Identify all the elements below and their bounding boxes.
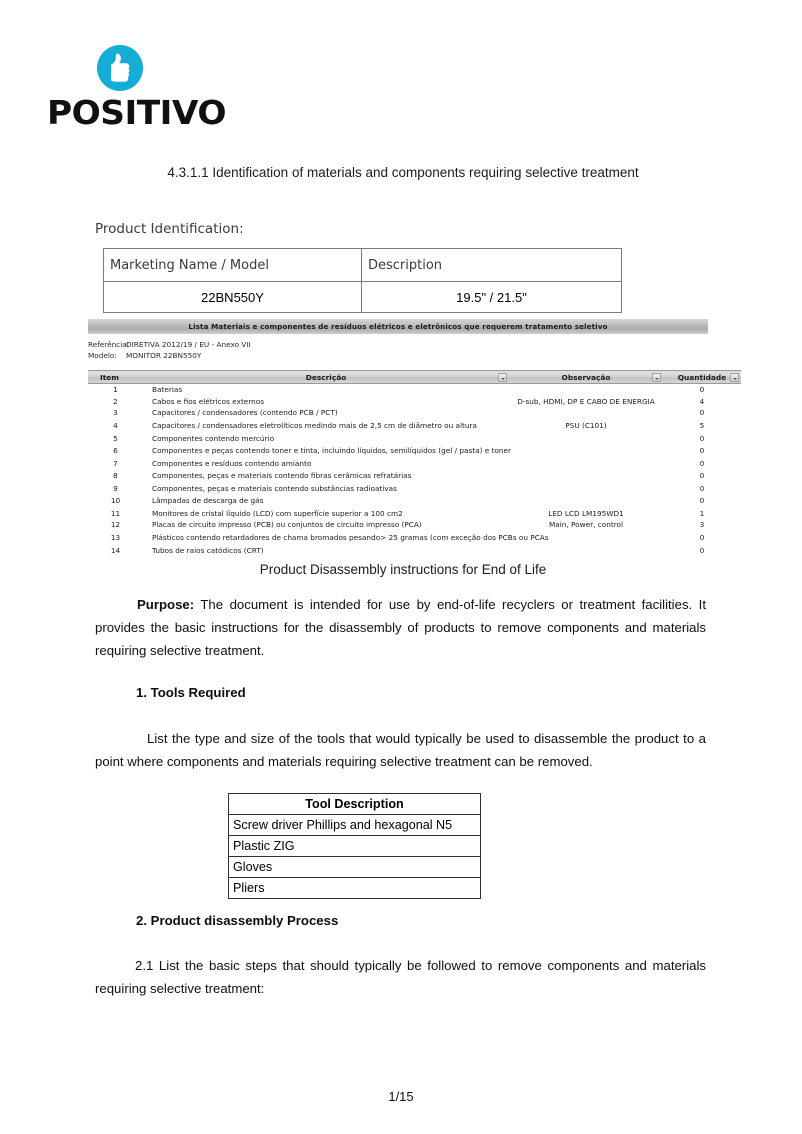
table-row xyxy=(229,836,481,857)
column-header-description: Description xyxy=(362,249,622,282)
company-logo xyxy=(47,44,257,144)
cell-descricao: Componentes e resíduos contendo amianto xyxy=(152,458,312,468)
cell-quantidade: 0 xyxy=(699,471,705,481)
cell-item: 14 xyxy=(110,545,121,555)
cell-descricao: Componentes, peças e materiais contendo substâncias radioativas xyxy=(152,483,397,493)
cell-quantidade: 0 xyxy=(699,385,705,395)
cell-tool: Plastic ZIG xyxy=(229,836,481,857)
cell-observacao xyxy=(509,469,663,483)
cell-descricao: Capacitores / condensadores (contendo PCB / PCT) xyxy=(152,408,338,418)
filter-dropdown-icon-observacao[interactable] xyxy=(652,373,661,382)
cell-description: 19.5" / 21.5" xyxy=(362,282,622,313)
cell-observacao xyxy=(509,544,663,556)
cell-item: 5 xyxy=(113,433,118,443)
cell-tool: Gloves xyxy=(229,857,481,878)
cell-descricao: Monitores de cristal líquido (LCD) com superfície superior a 100 cm2 xyxy=(152,508,403,518)
column-header-quantidade xyxy=(663,371,741,384)
cell-observacao xyxy=(509,384,663,396)
column-header-observacao xyxy=(509,371,663,384)
table-row xyxy=(88,469,741,483)
cell-item: 6 xyxy=(113,446,118,456)
cell-quantidade: 0 xyxy=(699,533,705,542)
cell-model: 22BN550Y xyxy=(104,282,362,313)
spreadsheet-meta xyxy=(88,339,708,361)
cell-tool: Screw driver Phillips and hexagonal N5 xyxy=(229,815,481,836)
meta-label-referencia: Referência: xyxy=(88,340,130,349)
cell-descricao: Baterias xyxy=(152,385,183,395)
column-header-quantidade-label: Quantidade xyxy=(677,372,727,382)
cell-quantidade: 0 xyxy=(699,408,705,418)
table-row xyxy=(88,407,741,419)
table-row xyxy=(229,857,481,878)
page-title: 4.3.1.1 Identification of materials and components requiring selective treatment xyxy=(167,165,639,180)
materials-table xyxy=(88,370,741,556)
purpose-paragraph xyxy=(95,594,706,662)
table-row xyxy=(88,419,741,433)
table-row xyxy=(88,519,741,531)
cell-observacao xyxy=(509,444,663,458)
thumbs-up-circle-icon xyxy=(96,44,144,92)
cell-observacao xyxy=(509,457,663,469)
column-header-tool-description: Tool Description xyxy=(229,794,481,815)
column-header-observacao-label: Observação xyxy=(561,372,611,382)
table-row xyxy=(229,815,481,836)
cell-quantidade: 3 xyxy=(699,520,705,530)
cell-observacao xyxy=(509,432,663,444)
table-row xyxy=(88,384,741,396)
materials-table-header-row xyxy=(88,371,741,384)
cell-item: 2 xyxy=(113,396,118,406)
table-row xyxy=(88,396,741,408)
table-row xyxy=(104,282,622,313)
purpose-label: Purpose: xyxy=(137,597,195,612)
cell-observacao: D-sub, HDMI, DP E CABO DE ENERGIA xyxy=(517,396,655,406)
cell-observacao: PSU (C101) xyxy=(565,421,607,431)
cell-item: 11 xyxy=(110,508,121,518)
cell-item: 9 xyxy=(113,483,118,493)
cell-descricao: Lâmpadas de descarga de gás xyxy=(152,496,264,506)
cell-descricao: Componentes e peças contendo toner e tinta, incluindo líquidos, semilíquidos (gel / pasta) e toner xyxy=(152,446,512,456)
cell-item: 1 xyxy=(113,385,118,395)
table-header-row xyxy=(104,249,622,282)
embedded-spreadsheet xyxy=(88,319,727,556)
column-header-descricao xyxy=(143,371,509,384)
column-header-item: Item xyxy=(88,371,143,384)
disassembly-process-paragraph: 2.1 List the basic steps that should typically be followed to remove components and materials requiring selective treatment: xyxy=(95,958,706,996)
table-row xyxy=(88,432,741,444)
cell-observacao: Main, Power, control xyxy=(548,520,624,530)
table-row xyxy=(88,444,741,458)
cell-quantidade: 0 xyxy=(699,433,705,443)
cell-descricao: Placas de circuito impresso (PCB) ou conjuntos de circuito impresso (PCA) xyxy=(152,520,422,530)
filter-dropdown-icon-quantidade[interactable] xyxy=(730,373,739,382)
meta-label-modelo: Modelo: xyxy=(88,351,117,360)
product-identification-label: Product Identification: xyxy=(95,221,244,237)
cell-observacao: LED LCD LM195WD1 xyxy=(548,508,624,518)
cell-quantidade: 4 xyxy=(699,396,705,406)
page-number-footer: 1/15 xyxy=(388,1089,414,1104)
cell-item: 8 xyxy=(113,471,118,481)
table-row xyxy=(88,531,741,545)
cell-item: 7 xyxy=(113,458,118,468)
product-identification-table xyxy=(103,248,622,313)
column-header-descricao-label: Descrição xyxy=(305,372,347,382)
cell-quantidade: 0 xyxy=(699,545,705,555)
cell-item: 4 xyxy=(113,421,118,431)
cell-descricao: Plásticos contendo retardadores de chama bromados pesando> 25 gramas (com exceção dos PCBs ou PCAs xyxy=(152,533,549,542)
meta-row-referencia xyxy=(88,339,708,350)
table-row xyxy=(88,482,741,494)
tools-required-paragraph: List the type and size of the tools that would typically be used to disassemble the product to a point where components and materials requiring selective treatment can be removed. xyxy=(95,731,706,769)
filter-dropdown-icon-descricao[interactable] xyxy=(498,373,507,382)
logo-wordmark: POSITIVO xyxy=(47,93,226,132)
cell-item: 13 xyxy=(110,533,121,542)
cell-tool: Pliers xyxy=(229,878,481,899)
tools-required-heading: 1. Tools Required xyxy=(136,685,246,700)
cell-item: 3 xyxy=(113,408,118,418)
column-header-marketing-name: Marketing Name / Model xyxy=(104,249,362,282)
cell-quantidade: 5 xyxy=(699,421,705,431)
table-row xyxy=(88,494,741,508)
cell-descricao: Componentes contendo mercúrio xyxy=(152,433,275,443)
purpose-text: The document is intended for use by end-of-life recyclers or treatment facilities. It provides the basic instructions for the disassembly of products to remove components and materials requiring selective treatment. xyxy=(95,597,706,658)
meta-row-modelo xyxy=(88,350,708,361)
spreadsheet-banner-title: Lista Materiais e componentes de resíduos elétricos e eletrônicos que requerem tratamento seletivo xyxy=(88,319,708,334)
tool-description-table xyxy=(228,793,481,899)
cell-item: 10 xyxy=(110,496,121,506)
cell-quantidade: 0 xyxy=(699,496,705,506)
meta-value-referencia: DIRETIVA 2012/19 / EU - Anexo VII xyxy=(126,340,251,349)
cell-descricao: Componentes, peças e materiais contendo fibras cerâmicas refratárias xyxy=(152,471,412,481)
table-row xyxy=(88,508,741,520)
cell-observacao xyxy=(509,494,663,508)
cell-quantidade: 0 xyxy=(699,446,705,456)
table-row xyxy=(88,457,741,469)
cell-quantidade: 0 xyxy=(699,483,705,493)
materials-table-body xyxy=(88,384,741,556)
meta-value-modelo: MONITOR 22BN550Y xyxy=(126,351,202,360)
disassembly-heading: Product Disassembly instructions for End of Life xyxy=(259,562,547,577)
cell-observacao xyxy=(509,482,663,494)
cell-quantidade: 0 xyxy=(699,458,705,468)
table-row xyxy=(88,544,741,556)
cell-observacao xyxy=(509,407,663,419)
cell-quantidade: 1 xyxy=(699,508,705,518)
cell-item: 12 xyxy=(110,520,121,530)
cell-descricao: Cabos e fios elétricos externos xyxy=(152,396,265,406)
tool-table-header-row xyxy=(229,794,481,815)
disassembly-process-heading: 2. Product disassembly Process xyxy=(136,913,339,928)
table-row xyxy=(229,878,481,899)
cell-descricao: Tubos de raios catódicos (CRT) xyxy=(152,545,264,555)
cell-descricao: Capacitores / condensadores eletrolíticos medindo mais de 2,5 cm de diâmetro ou altura xyxy=(152,421,477,431)
